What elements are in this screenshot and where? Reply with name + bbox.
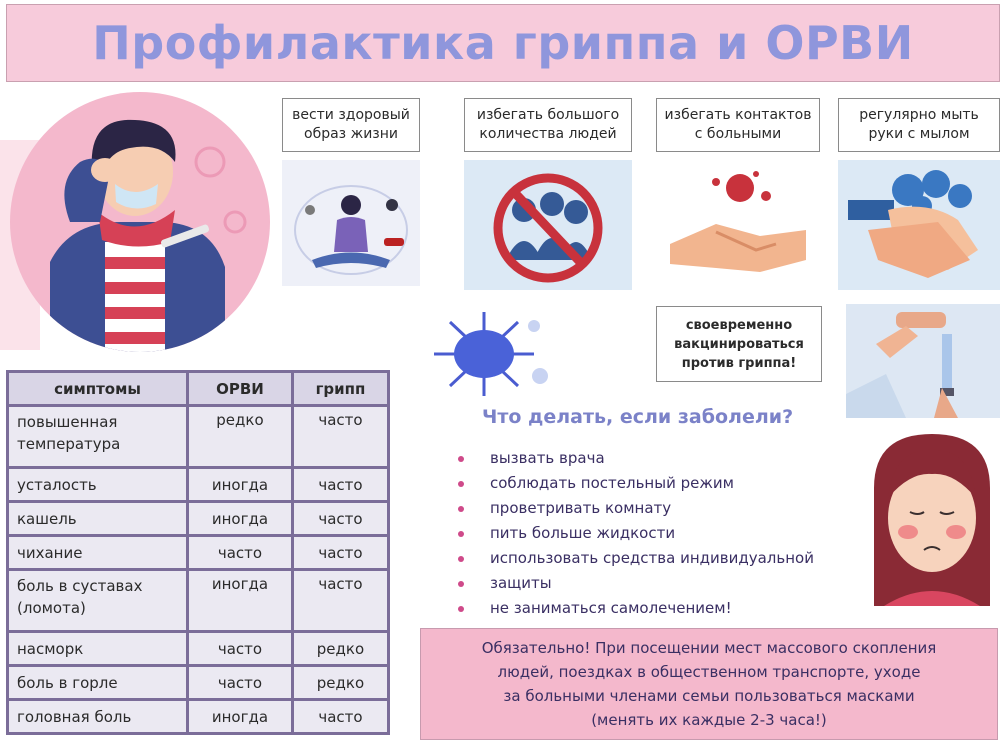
- prevention-card-avoid-crowds: избегать большого количества людей: [464, 98, 632, 152]
- table-row: [8, 700, 389, 734]
- what-to-do-list: [458, 446, 814, 621]
- table-row: [8, 666, 389, 700]
- symptom-cell: боль в горле: [8, 666, 188, 700]
- flu-cell: часто: [292, 406, 388, 468]
- handshake-germ-icon: [656, 160, 820, 290]
- table-header-row: [8, 372, 389, 406]
- virus-icon: [414, 306, 554, 402]
- orvi-cell: иногда: [188, 502, 293, 536]
- sick-person-illustration: [10, 92, 270, 352]
- flu-cell: часто: [292, 570, 388, 632]
- page-title: Профилактика гриппа и ОРВИ: [92, 16, 914, 70]
- symptoms-table: [6, 370, 390, 735]
- header-flu: грипп: [292, 372, 388, 406]
- table-row: [8, 406, 389, 468]
- symptom-cell: головная боль: [8, 700, 188, 734]
- flu-cell: часто: [292, 468, 388, 502]
- orvi-cell: часто: [188, 666, 293, 700]
- sick-girl-icon: [864, 428, 1000, 606]
- meditation-icon: [282, 160, 420, 286]
- flu-cell: редко: [292, 632, 388, 666]
- vaccination-card: своевременно вакцинироваться против гриппа!: [656, 306, 822, 382]
- vaccination-syringe-icon: [846, 304, 1000, 418]
- table-row: [8, 632, 389, 666]
- orvi-cell: иногда: [188, 700, 293, 734]
- handwash-icon: [838, 160, 1000, 290]
- list-item: вызвать врача: [458, 446, 814, 471]
- notice-line: Обязательно! При посещении мест массового скопления: [481, 639, 937, 657]
- list-item: проветривать комнату: [458, 496, 814, 521]
- prevention-card-healthy-lifestyle: вести здоровый образ жизни: [282, 98, 420, 152]
- flu-cell: часто: [292, 502, 388, 536]
- orvi-cell: часто: [188, 632, 293, 666]
- table-row: [8, 468, 389, 502]
- symptom-cell: повышенная температура: [8, 406, 188, 468]
- symptom-cell: усталость: [8, 468, 188, 502]
- orvi-cell: редко: [188, 406, 293, 468]
- list-item: защиты: [458, 571, 814, 596]
- orvi-cell: иногда: [188, 570, 293, 632]
- symptom-cell: боль в суставах (ломота): [8, 570, 188, 632]
- notice-line: (менять их каждые 2-3 часа!): [591, 711, 827, 729]
- symptom-cell: чихание: [8, 536, 188, 570]
- orvi-cell: иногда: [188, 468, 293, 502]
- notice-line: за больными членами семьи пользоваться масками: [503, 687, 915, 705]
- prevention-card-avoid-sick: избегать контактов с больными: [656, 98, 820, 152]
- symptom-cell: кашель: [8, 502, 188, 536]
- mask-notice: [420, 628, 998, 740]
- list-item: соблюдать постельный режим: [458, 471, 814, 496]
- flu-cell: редко: [292, 666, 388, 700]
- header-orvi: ОРВИ: [188, 372, 293, 406]
- list-item: использовать средства индивидуальной: [458, 546, 814, 571]
- prevention-card-wash-hands: регулярно мыть руки с мылом: [838, 98, 1000, 152]
- notice-line: людей, поездках в общественном транспорте, уходе: [497, 663, 921, 681]
- list-item: пить больше жидкости: [458, 521, 814, 546]
- no-crowd-icon: [464, 160, 632, 290]
- symptom-cell: насморк: [8, 632, 188, 666]
- orvi-cell: часто: [188, 536, 293, 570]
- what-to-do-title: Что делать, если заболели?: [482, 406, 794, 428]
- flu-cell: часто: [292, 536, 388, 570]
- table-row: [8, 536, 389, 570]
- list-item: не заниматься самолечением!: [458, 596, 814, 621]
- table-row: [8, 502, 389, 536]
- sick-person-icon: [10, 92, 270, 352]
- header-symptoms: симптомы: [8, 372, 188, 406]
- table-row: [8, 570, 389, 632]
- sick-girl-illustration: [864, 428, 1000, 606]
- flu-cell: часто: [292, 700, 388, 734]
- title-bar: [6, 4, 1000, 82]
